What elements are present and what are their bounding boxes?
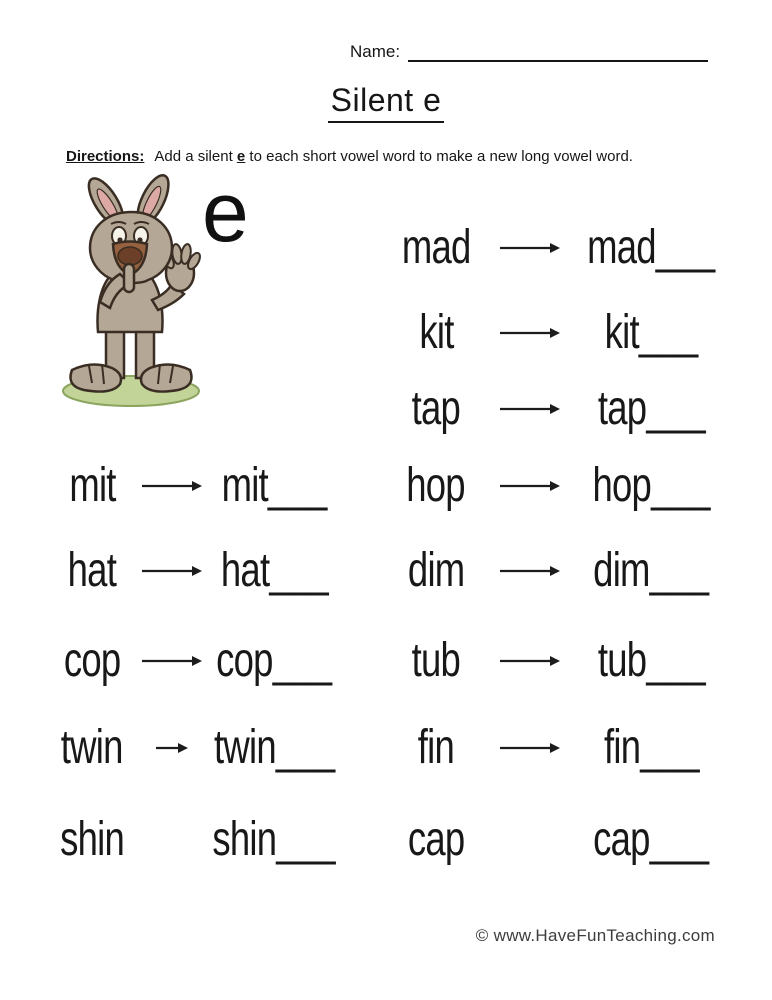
right-arrow-icon (499, 325, 561, 341)
directions-silent-e: e (236, 148, 246, 165)
long-vowel-word-blank: tap___ (597, 382, 705, 435)
directions-label: Directions: (66, 148, 145, 165)
footer-copyright: © www.HaveFunTeaching.com (475, 926, 715, 945)
long-vowel-word-blank: kit___ (604, 306, 698, 359)
long-vowel-word-blank: cap___ (593, 813, 709, 866)
short-vowel-word: cap (407, 813, 465, 866)
short-vowel-word: twin (61, 721, 123, 774)
right-arrow-icon (499, 563, 561, 579)
short-vowel-word: tub (411, 634, 461, 687)
short-vowel-word: tap (411, 382, 461, 435)
right-arrow-icon (141, 563, 203, 579)
page-title: Silent e (328, 82, 445, 123)
worksheet-row (388, 542, 726, 600)
right-arrow-icon (499, 653, 561, 669)
right-arrow-icon (499, 740, 561, 756)
long-vowel-word-blank: twin___ (213, 721, 335, 774)
short-vowel-word: mit (68, 459, 116, 512)
directions-text-before: Add a silent (154, 148, 237, 165)
worksheet-row (388, 380, 726, 438)
short-vowel-word: kit (418, 306, 454, 359)
right-arrow-icon (141, 478, 203, 494)
long-vowel-word-blank: shin___ (212, 813, 336, 866)
long-vowel-word-blank: fin___ (603, 721, 699, 774)
worksheet-row (388, 304, 726, 362)
long-vowel-word-blank: tub___ (597, 634, 705, 687)
right-arrow-icon (499, 478, 561, 494)
worksheet-row (48, 719, 340, 777)
worksheet-row (48, 542, 340, 600)
short-vowel-word: mad (401, 221, 471, 274)
worksheet-row (388, 457, 726, 515)
right-word-column (388, 0, 728, 1000)
big-letter-e: e (202, 165, 249, 259)
long-vowel-word-blank: mit___ (221, 459, 327, 512)
right-arrow-icon (141, 653, 203, 669)
right-arrow-icon (499, 240, 561, 256)
left-word-column (48, 0, 348, 1000)
right-arrow-icon (155, 740, 189, 756)
worksheet-row (388, 719, 726, 777)
short-vowel-word: fin (417, 721, 455, 774)
worksheet-row (388, 632, 726, 690)
long-vowel-word-blank: mad___ (587, 221, 715, 274)
worksheet-row (48, 457, 340, 515)
directions-text-after: to each short vowel word to make a new long vowel word. (245, 148, 633, 165)
worksheet-row (388, 219, 726, 277)
right-arrow-icon (499, 401, 561, 417)
short-vowel-word: shin (60, 813, 124, 866)
worksheet-row (388, 811, 726, 869)
short-vowel-word: hat (67, 544, 117, 597)
long-vowel-word-blank: hat___ (220, 544, 328, 597)
worksheet-row (48, 632, 340, 690)
long-vowel-word-blank: dim___ (593, 544, 709, 597)
long-vowel-word-blank: cop___ (216, 634, 332, 687)
worksheet-row (48, 811, 340, 869)
long-vowel-word-blank: hop___ (592, 459, 710, 512)
short-vowel-word: hop (406, 459, 466, 512)
short-vowel-word: cop (63, 634, 121, 687)
short-vowel-word: dim (407, 544, 465, 597)
name-label: Name: (350, 42, 401, 61)
